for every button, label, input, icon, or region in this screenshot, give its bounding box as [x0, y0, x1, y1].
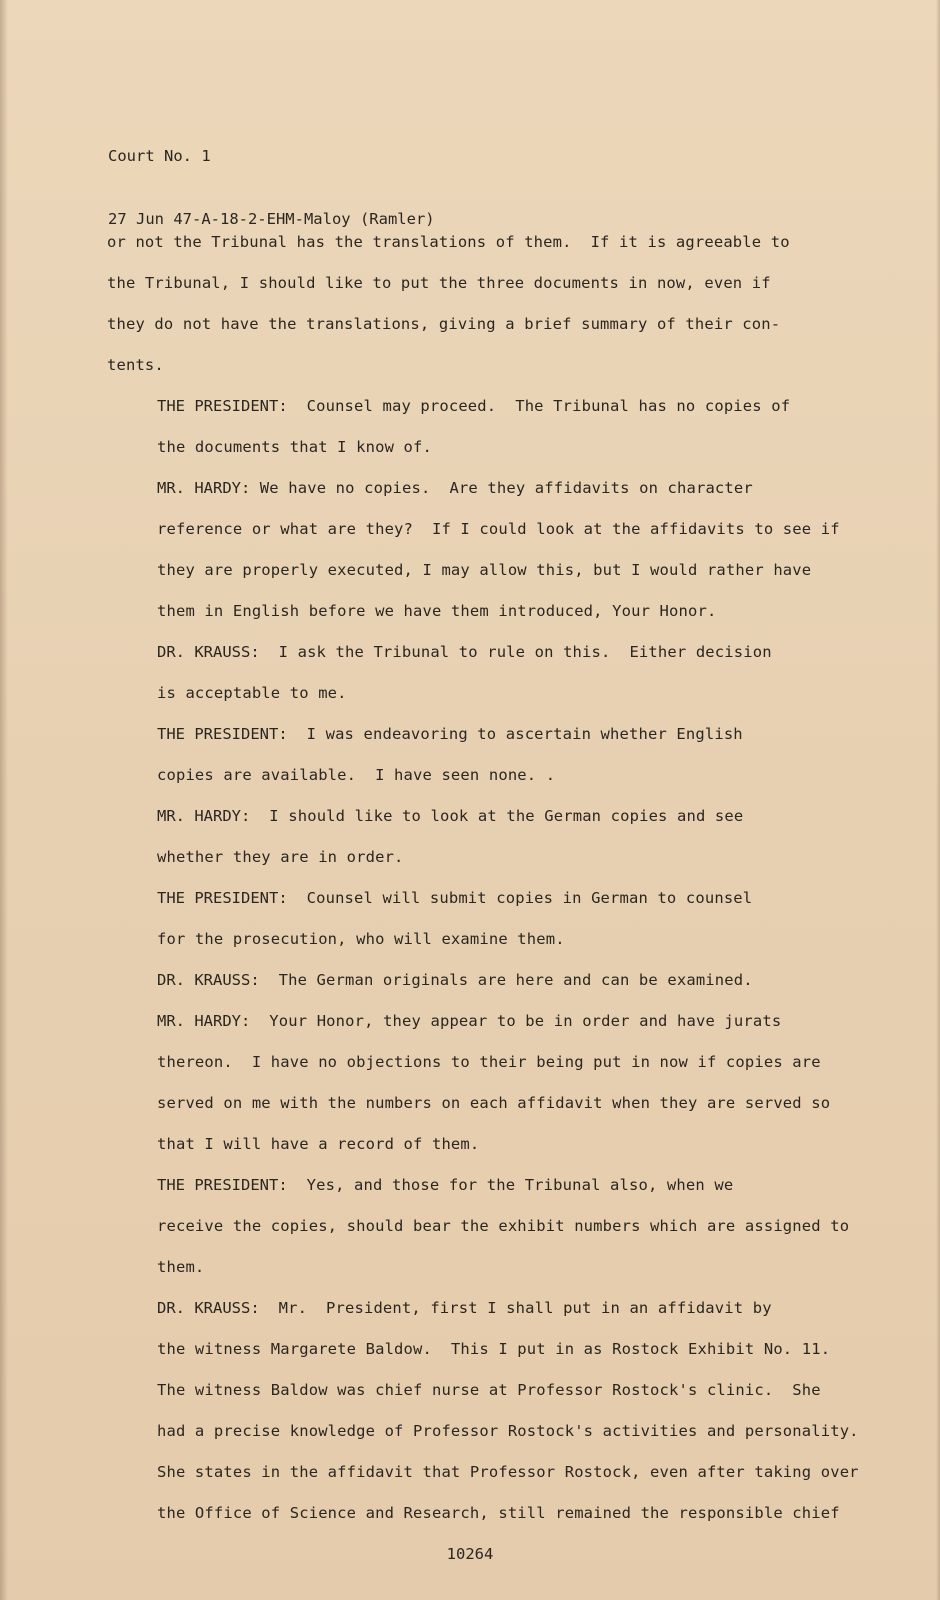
line-text: the Tribunal, I should like to put the three documents in now, even if: [107, 274, 771, 292]
text-line: [107, 673, 857, 714]
line-text: I should like to look at the German copies and see: [250, 807, 744, 825]
text-line: [107, 591, 857, 632]
speaker-paragraph: [107, 386, 857, 468]
line-text: Counsel will submit copies in German to counsel: [287, 889, 753, 907]
line-text: the witness Margarete Baldow. This I put in as Rostock Exhibit No. 11.: [157, 1340, 831, 1358]
text-line: [107, 468, 857, 509]
text-line: [107, 509, 857, 550]
speaker-paragraph: [107, 1288, 857, 1534]
line-text: The German originals are here and can be examined.: [259, 971, 753, 989]
line-text: copies are available. I have seen none. .: [157, 766, 556, 784]
line-text: reference or what are they? If I could look at the affidavits to see if: [157, 520, 840, 538]
speaker-label: THE PRESIDENT:: [157, 1176, 288, 1194]
page-left-edge: [0, 0, 8, 1600]
line-text: the documents that I know of.: [157, 438, 432, 456]
text-line: [107, 1329, 857, 1370]
text-line: [107, 1411, 857, 1452]
text-line: [107, 960, 857, 1001]
text-line: [107, 878, 857, 919]
line-text: I was endeavoring to ascertain whether English: [287, 725, 743, 743]
line-text: thereon. I have no objections to their being put in now if copies are: [157, 1053, 821, 1071]
speaker-label: MR. HARDY:: [157, 807, 251, 825]
line-text: She states in the affidavit that Professor Rostock, even after taking over: [157, 1463, 859, 1481]
line-text: The witness Baldow was chief nurse at Professor Rostock's clinic. She: [157, 1381, 821, 1399]
speaker-label: DR. KRAUSS:: [157, 643, 260, 661]
text-line: [107, 222, 857, 263]
text-line: [107, 1288, 857, 1329]
page-number: 10264: [446, 1545, 494, 1563]
line-text: that I will have a record of them.: [157, 1135, 480, 1153]
text-line: [107, 304, 857, 345]
line-text: Mr. President, first I shall put in an affidavit by: [259, 1299, 772, 1317]
speaker-paragraph: [107, 468, 857, 632]
line-text: they do not have the translations, giving a brief summary of their con-: [107, 315, 781, 333]
line-text: I ask the Tribunal to rule on this. Either decision: [259, 643, 772, 661]
line-text: for the prosecution, who will examine them.: [157, 930, 565, 948]
text-line: [107, 386, 857, 427]
continuation-paragraph: [107, 222, 857, 386]
speaker-paragraph: [107, 796, 857, 878]
text-line: [107, 345, 857, 386]
speaker-label: DR. KRAUSS:: [157, 1299, 260, 1317]
text-line: [107, 427, 857, 468]
court-number: Court No. 1: [108, 147, 211, 165]
transcript-reference: 27 Jun 47-A-18-2-EHM-Maloy (Ramler): [108, 210, 435, 228]
speaker-label: THE PRESIDENT:: [157, 889, 288, 907]
text-line: [107, 1001, 857, 1042]
text-line: [107, 755, 857, 796]
text-line: [107, 1452, 857, 1493]
line-text: We have no copies. Are they affidavits on character: [250, 479, 753, 497]
text-line: [107, 919, 857, 960]
speaker-paragraph: [107, 632, 857, 714]
line-text: Your Honor, they appear to be in order and have jurats: [250, 1012, 782, 1030]
line-text: they are properly executed, I may allow this, but I would rather have: [157, 561, 812, 579]
text-line: [107, 1042, 857, 1083]
speaker-paragraph: [107, 1001, 857, 1165]
speaker-label: DR. KRAUSS:: [157, 971, 260, 989]
line-text: tents.: [107, 356, 164, 374]
speaker-paragraph: [107, 714, 857, 796]
speaker-label: MR. HARDY:: [157, 1012, 251, 1030]
text-line: [107, 1083, 857, 1124]
line-text: receive the copies, should bear the exhibit numbers which are assigned to: [157, 1217, 850, 1235]
text-line: [107, 1370, 857, 1411]
speaker-paragraph: [107, 1165, 857, 1288]
line-text: Counsel may proceed. The Tribunal has no copies of: [287, 397, 791, 415]
speaker-label: THE PRESIDENT:: [157, 725, 288, 743]
text-line: [107, 263, 857, 304]
text-line: [107, 796, 857, 837]
speaker-label: THE PRESIDENT:: [157, 397, 288, 415]
line-text: had a precise knowledge of Professor Rostock's activities and personality.: [157, 1422, 859, 1440]
text-line: [107, 550, 857, 591]
line-text: Yes, and those for the Tribunal also, when we: [287, 1176, 734, 1194]
text-line: [107, 1206, 857, 1247]
line-text: or not the Tribunal has the translations of them. If it is agreeable to: [107, 233, 790, 251]
line-text: is acceptable to me.: [157, 684, 347, 702]
speaker-label: MR. HARDY:: [157, 479, 251, 497]
line-text: served on me with the numbers on each affidavit when they are served so: [157, 1094, 831, 1112]
text-line: [107, 714, 857, 755]
speaker-paragraph: [107, 878, 857, 960]
page-right-edge: [936, 0, 940, 1600]
text-line: [107, 632, 857, 673]
text-line: [107, 1124, 857, 1165]
text-line: [107, 1493, 857, 1534]
text-line: [107, 1247, 857, 1288]
transcript-body: [107, 222, 857, 1534]
line-text: the Office of Science and Research, still remained the responsible chief: [157, 1504, 840, 1522]
line-text: them.: [157, 1258, 205, 1276]
text-line: [107, 1165, 857, 1206]
line-text: whether they are in order.: [157, 848, 404, 866]
speaker-paragraph: [107, 960, 857, 1001]
text-line: [107, 837, 857, 878]
line-text: them in English before we have them introduced, Your Honor.: [157, 602, 717, 620]
